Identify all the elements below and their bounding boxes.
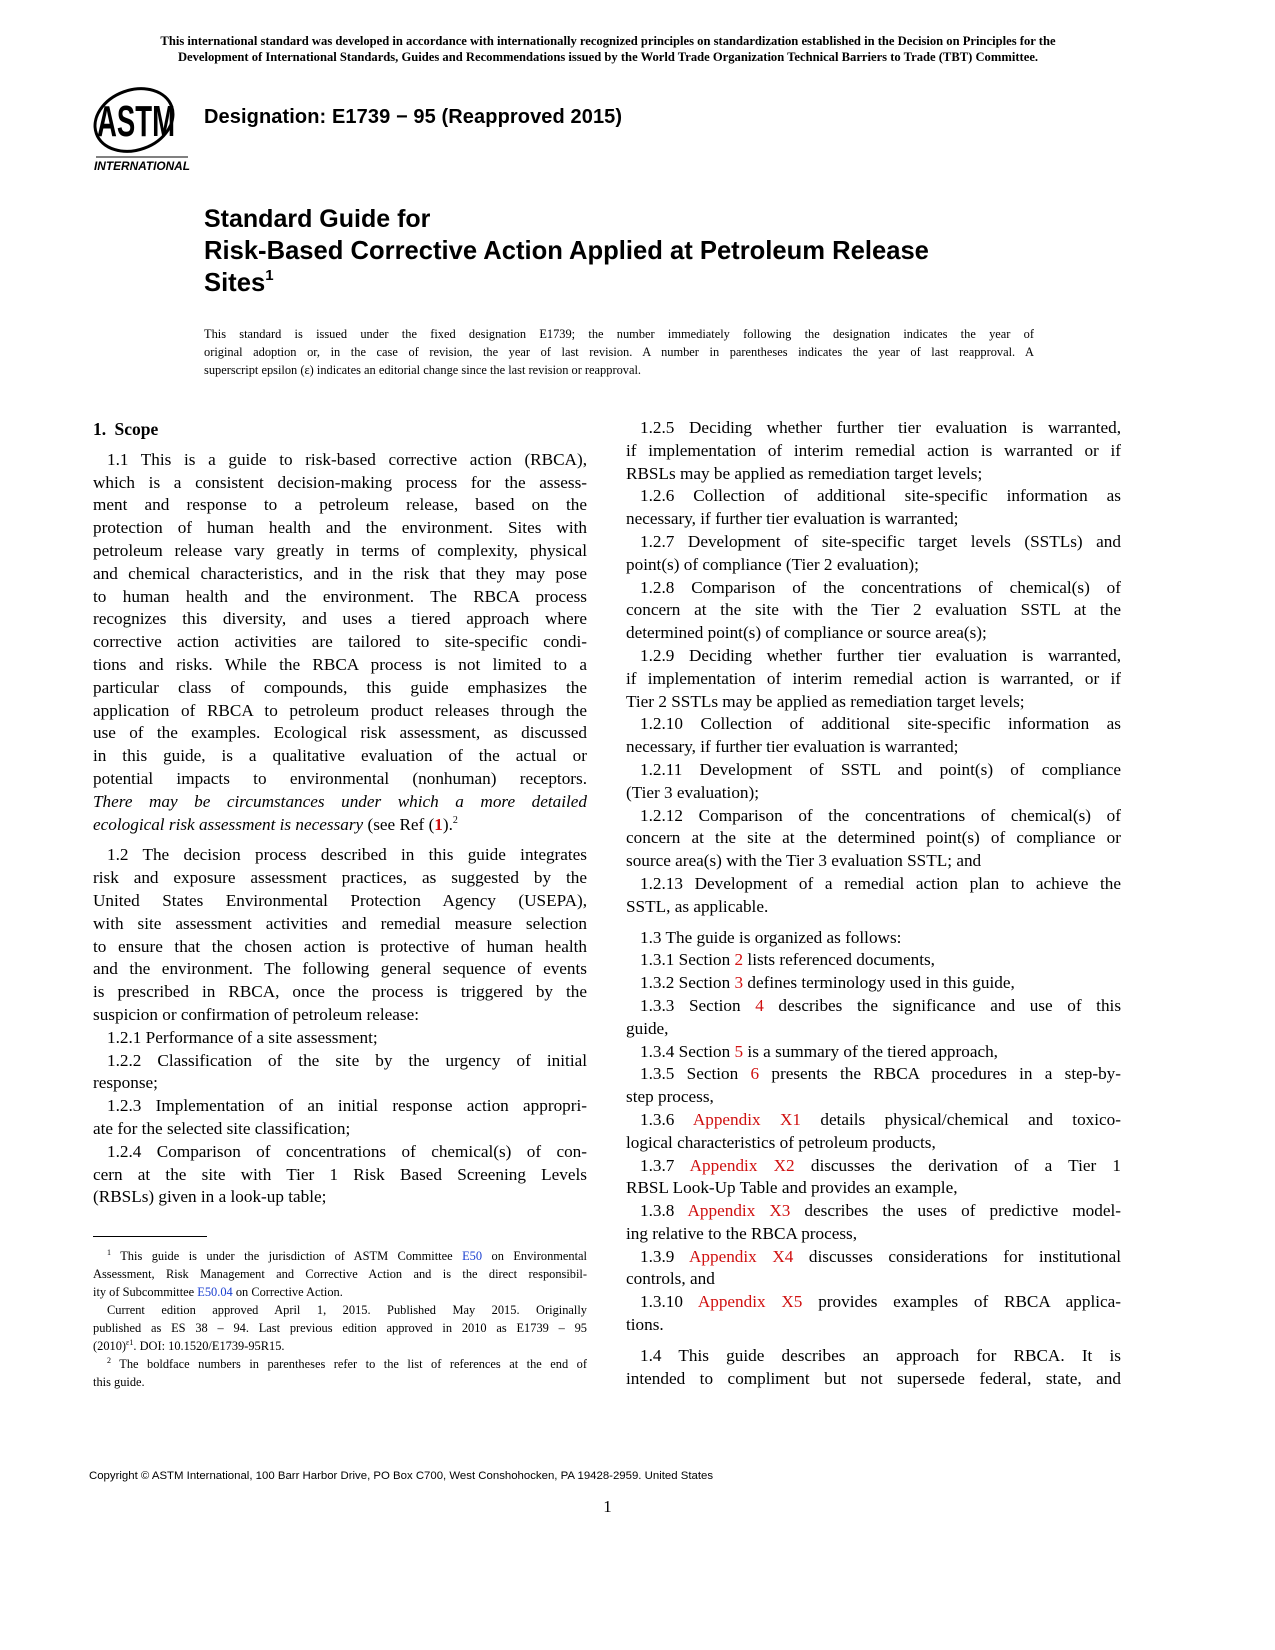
para-1-3-4 [626,1041,1121,1064]
ref-text: ). [442,814,453,834]
title-line-1: Risk-Based Corrective Action Applied at Petroleum Release [204,237,929,265]
text-line: to human health and the environment. The RBCA process [93,586,587,606]
title-line-2 [204,267,929,299]
para-1-2-5 [626,417,1121,485]
reference-link-1[interactable]: 1 [434,814,443,834]
text-line: 1.2.5 Deciding whether further tier evaluation is warranted, [640,418,1121,437]
text-line: concern at the site with the Tier 2 evaluation SSTL at the [626,600,1121,620]
text-line [626,1041,1121,1064]
text-line: risk and exposure assessment practices, as suggested by the [93,868,587,888]
text-fragment: on Environmental [482,1249,587,1263]
para-1-3-2 [626,972,1121,995]
text-line: 1.4 This guide describes an approach for RBCA. It is [640,1345,1121,1365]
text-line-italic: There may be circumstances under which a more detailed [93,791,587,811]
text-line: (RBSLs) given in a look-up table; [93,1187,327,1207]
ref-text: (see Ref ( [363,814,435,834]
appendix-x3-link[interactable]: Appendix X3 [687,1201,791,1221]
text-line: 1.2.2 Classification of the site by the urgency of initial [107,1050,587,1070]
copyright: Copyright © ASTM International, 100 Barr Harbor Drive, PO Box C700, West Conshohocken, PA 19428-2959. United States [89,1470,714,1482]
text-line: and the environment. The following general sequence of events [93,959,587,979]
text-line: and chemical characteristics, and in the risk that they may pose [93,563,587,583]
text-fragment: (2010) [93,1339,127,1353]
footnote-2-line [93,1355,587,1373]
text-line: 1.2.12 Comparison of the concentrations of chemical(s) of [640,805,1121,825]
text-line: point(s) of compliance (Tier 2 evaluation); [626,554,919,574]
title-footnote-mark: 1 [265,267,274,284]
text-line: necessary, if further tier evaluation is warranted; [626,737,959,757]
text-line: 1.2.9 Deciding whether further tier evaluation is warranted, [640,645,1121,665]
para-1-2-9 [626,645,1121,713]
issue-note [204,325,1034,379]
text-line: 1.2.6 Collection of additional site-specific information as [640,486,1121,506]
para-1-2-6 [626,485,1121,531]
text-line: 1.2 The decision process described in this guide integrates [107,845,587,865]
title-kicker: Standard Guide for [204,205,431,233]
text-line: 1.2.11 Development of SSTL and point(s) of compliance [640,759,1121,779]
edition-line: Current edition approved April 1, 2015. Published May 2015. Originally [107,1303,587,1317]
text-line: intended to compliment but not supersede federal, state, and [626,1368,1121,1388]
footnote-mark: 2 [107,1356,111,1365]
para-1-2-3 [93,1095,587,1141]
left-column [93,418,587,1209]
text-fragment: is a summary of the tiered approach, [743,1041,998,1061]
para-1-2-8 [626,577,1121,645]
text-line: protection of human health and the environment. Sites with [93,518,587,538]
text-line: with site assessment activities and remedial measure selection [93,913,587,933]
issue-note-line: This standard is issued under the fixed designation E1739; the number immediately following the designation indicates the year of [204,327,1034,341]
footnotes [93,1247,587,1391]
footnote-mark: 1 [107,1248,111,1257]
text-line: tions and risks. While the RBCA process is not limited to a [93,654,587,674]
section-4-link[interactable]: 4 [755,995,764,1015]
spacer [626,919,1121,927]
para-1-3-3 [626,995,1121,1041]
section-number: 1. [93,419,107,439]
text-line: tions. [626,1315,664,1335]
text-fragment: lists referenced documents, [743,950,935,970]
text-fragment: discusses considerations for institutional [793,1246,1121,1266]
para-1-2-4 [93,1141,587,1209]
text-line: corrective action activities are tailored to site-specific condi- [93,632,587,652]
edition-line: published as ES 38 – 94. Last previous edition approved in 2010 as E1739 – 95 [93,1321,587,1335]
text-fragment: describes the significance and use of this [763,995,1122,1015]
title-line-2-text: Sites [204,269,266,297]
text-fragment: ity of Subcommittee [93,1285,198,1299]
footnote-mark: 2 [452,814,458,826]
footnote-1-line [93,1283,587,1301]
text-fragment: 1.3.3 Section [640,995,756,1015]
wto-notice-line1: This international standard was developed in accordance with internationally recognized principles on standardization established in the Decision on Principles for the [160,34,1056,48]
text-line: response; [93,1073,158,1093]
text-fragment: 1.3.6 [640,1109,693,1129]
para-1-3-1 [626,949,1121,972]
text-line: to ensure that the chosen action is protective of human health [93,936,587,956]
section-title: Scope [114,419,159,439]
appendix-x1-link[interactable]: Appendix X1 [692,1109,801,1129]
appendix-x5-link[interactable]: Appendix X5 [697,1292,803,1312]
text-line: if implementation of interim remedial action is warranted, or if [626,668,1121,688]
text-line [626,1291,1121,1314]
text-fragment: details physical/chemical and toxico- [801,1109,1121,1129]
footnote-rule [93,1236,207,1237]
text-line: United States Environmental Protection Agency (USEPA), [93,890,587,910]
text-fragment: on Corrective Action. [232,1285,343,1299]
text-line: step process, [626,1087,714,1107]
text-line: which is a consistent decision-making process for the assess- [93,472,587,492]
text-line: if implementation of interim remedial action is warranted or if [626,440,1121,460]
section-heading [93,418,587,441]
text-line [626,1109,1121,1132]
para-1-2-12 [626,805,1121,873]
text-fragment: 1.3.2 Section [640,973,735,993]
text-line [626,972,1121,995]
text-line [626,1246,1121,1269]
text-fragment: 1.3.8 [640,1201,688,1221]
section-2-link[interactable]: 2 [734,950,744,970]
text-line: 1.2.4 Comparison of concentrations of chemical(s) of con- [107,1141,587,1161]
text-fragment: . DOI: 10.1520/E1739-95R15. [133,1339,285,1353]
italic-text: ecological risk assessment is necessary [93,814,364,834]
logo-letters: ASTM [97,97,175,146]
text-fragment: 1.3.5 Section [640,1064,751,1084]
issue-note-line: superscript epsilon (ε) indicates an editorial change since the last revision or reapproval. [204,363,642,377]
text-line: 1.2.1 Performance of a site assessment; [107,1027,378,1047]
para-1-2 [93,844,587,1026]
subcommittee-e50-04-link[interactable]: E50.04 [197,1285,233,1299]
right-column [626,417,1121,1390]
text-fragment: 1.3.7 [640,1155,690,1175]
para-1-3-8 [626,1200,1121,1246]
footnote-2-line: this guide. [93,1375,145,1389]
text-line: ing relative to the RBCA process, [626,1223,858,1243]
para-1-2-10 [626,713,1121,759]
text-fragment: provides examples of RBCA applica- [802,1292,1121,1312]
appendix-x2-link[interactable]: Appendix X2 [689,1155,795,1175]
text-line: ment and response to a petroleum release, based on the [93,495,587,515]
text-line: SSTL, as applicable. [626,896,769,916]
text-fragment: This guide is under the jurisdiction of ASTM Committee [111,1249,463,1263]
text-line: logical characteristics of petroleum products, [626,1132,936,1152]
text-line: Tier 2 SSTLs may be applied as remediation target levels; [626,691,1025,711]
text-fragment: 1.3.9 [640,1246,689,1266]
text-line: application of RBCA to petroleum product releases through the [93,700,587,720]
text-line: (Tier 3 evaluation); [626,782,760,802]
text-line: particular class of compounds, this guide emphasizes the [93,677,587,697]
text-line [93,814,587,837]
text-line: source area(s) with the Tier 3 evaluation SSTL; and [626,851,982,871]
text-line: cern at the site with Tier 1 Risk Based Screening Levels [93,1164,587,1184]
text-fragment: 1.3.1 Section [640,950,735,970]
para-1-1 [93,449,587,837]
text-line: 1.2.8 Comparison of the concentrations of chemical(s) of [640,577,1121,597]
text-line: necessary, if further tier evaluation is warranted; [626,509,959,529]
text-line: RBSLs may be applied as remediation target levels; [626,463,983,483]
text-fragment: defines terminology used in this guide, [743,973,1015,993]
text-line: determined point(s) of compliance or source area(s); [626,623,987,643]
text-fragment: describes the uses of predictive model- [790,1201,1121,1221]
text-line: controls, and [626,1269,715,1289]
para-1-3-10 [626,1291,1121,1337]
spacer [93,836,587,844]
epsilon-mark: ε1 [126,1338,134,1347]
wto-notice [88,33,1128,65]
text-line: concern at the site at the determined point(s) of compliance or [626,828,1121,848]
designation: Designation: E1739 − 95 (Reapproved 2015) [204,106,623,128]
text-line [626,1200,1121,1223]
text-line: suspicion or confirmation of petroleum release: [93,1004,419,1024]
edition-line [93,1337,587,1355]
section-5-link[interactable]: 5 [734,1041,744,1061]
text-line: 1.1 This is a guide to risk-based corrective action (RBCA), [107,449,587,469]
para-1-2-2 [93,1050,587,1096]
spacer [626,1337,1121,1345]
text-line [626,995,1121,1018]
text-line: ate for the selected site classification; [93,1118,351,1138]
text-line: recognizes this diversity, and uses a tiered approach where [93,609,587,629]
text-fragment: 1.3.10 [640,1292,698,1312]
logo-subtext: INTERNATIONAL [94,161,190,173]
para-1-2-13 [626,873,1121,919]
wto-notice-line2: Development of International Standards, Guides and Recommendations issued by the World Trade Organization Technical Barriers to Trade (TBT) Committee. [177,50,1039,64]
text-line: RBSL Look-Up Table and provides an example, [626,1178,958,1198]
para-1-3-7 [626,1155,1121,1201]
text-line: in this guide, is a qualitative evaluation of the actual or [93,746,587,766]
document-title [204,204,929,299]
text-fragment: presents the RBCA procedures in a step-by- [759,1064,1122,1084]
astm-logo [90,86,198,172]
text-line: use of the examples. Ecological risk assessment, as discussed [93,723,587,743]
text-fragment: The boldface numbers in parentheses refer to the list of references at the end of [111,1357,587,1371]
text-fragment: 1.3.4 Section [640,1041,735,1061]
para-1-3-6 [626,1109,1121,1155]
para-1-3-9 [626,1246,1121,1292]
section-6-link[interactable]: 6 [750,1064,760,1084]
text-fragment: discusses the derivation of a Tier 1 [794,1155,1121,1175]
text-line: 1.2.7 Development of site-specific target levels (SSTLs) and [640,531,1121,551]
text-line: is prescribed in RBCA, once the process is triggered by the [93,982,587,1002]
text-line [626,1063,1121,1086]
para-1-2-1 [93,1027,587,1050]
para-1-2-11 [626,759,1121,805]
page-number: 1 [603,1497,612,1516]
text-line [626,1155,1121,1178]
text-line [626,949,1121,972]
appendix-x4-link[interactable]: Appendix X4 [688,1246,794,1266]
para-1-4 [626,1345,1121,1391]
text-line: 1.2.3 Implementation of an initial response action appropri- [107,1096,587,1116]
text-line: potential impacts to environmental (nonhuman) receptors. [93,768,587,788]
footnote-1-line [93,1247,587,1265]
footnote-1-line: Assessment, Risk Management and Corrective Action and is the direct responsibil- [93,1267,587,1281]
para-1-2-7 [626,531,1121,577]
committee-e50-link[interactable]: E50 [462,1249,483,1263]
section-3-link[interactable]: 3 [734,973,744,993]
text-line: guide, [626,1018,669,1038]
text-line: 1.3 The guide is organized as follows: [640,927,902,947]
text-line: 1.2.10 Collection of additional site-specific information as [640,714,1121,734]
text-line: petroleum release vary greatly in terms of complexity, physical [93,540,587,560]
issue-note-line: original adoption or, in the case of revision, the year of last revision. A number in parentheses indicates the year of last reapproval. A [204,345,1034,359]
para-1-3 [626,927,1121,950]
text-line: 1.2.13 Development of a remedial action plan to achieve the [640,873,1121,893]
para-1-3-5 [626,1063,1121,1109]
